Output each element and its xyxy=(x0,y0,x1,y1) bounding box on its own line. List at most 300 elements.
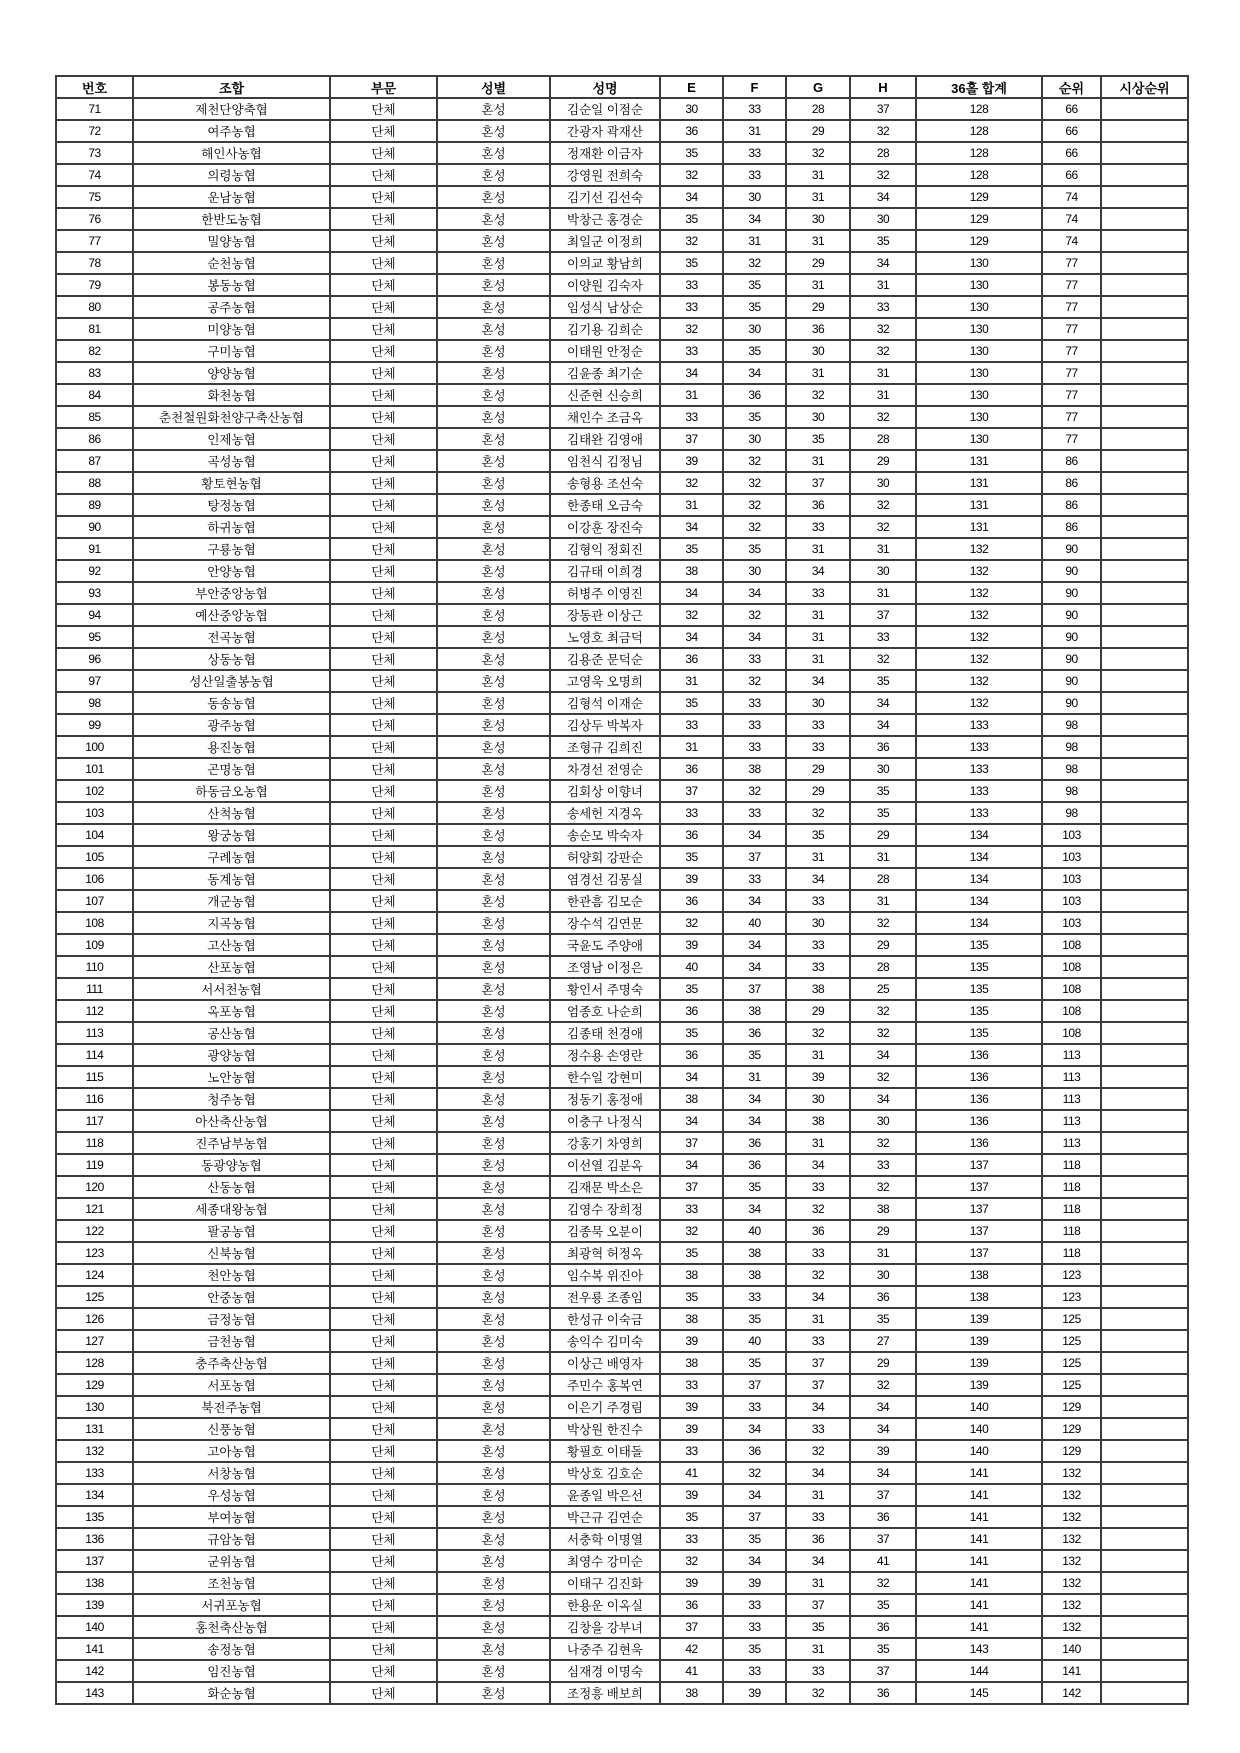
cell-e: 33 xyxy=(660,1440,723,1462)
cell-division: 단체 xyxy=(330,736,437,758)
cell-g: 29 xyxy=(786,296,850,318)
cell-e: 38 xyxy=(660,1682,723,1704)
cell-names: 임성식 남상순 xyxy=(550,296,660,318)
cell-gender: 혼성 xyxy=(437,406,550,428)
cell-no: 85 xyxy=(56,406,133,428)
cell-names: 임천식 김정님 xyxy=(550,450,660,472)
cell-g: 31 xyxy=(786,164,850,186)
table-row xyxy=(56,670,1188,692)
cell-association: 지곡농협 xyxy=(133,912,330,934)
cell-no: 136 xyxy=(56,1528,133,1550)
cell-division: 단체 xyxy=(330,670,437,692)
cell-rank: 77 xyxy=(1042,252,1101,274)
cell-award-rank xyxy=(1101,846,1188,868)
cell-rank: 98 xyxy=(1042,714,1101,736)
cell-association: 화순농협 xyxy=(133,1682,330,1704)
cell-g: 37 xyxy=(786,472,850,494)
cell-division: 단체 xyxy=(330,1352,437,1374)
cell-h: 29 xyxy=(850,1220,916,1242)
cell-no: 97 xyxy=(56,670,133,692)
table-row xyxy=(56,318,1188,340)
cell-e: 37 xyxy=(660,1132,723,1154)
cell-g: 29 xyxy=(786,252,850,274)
cell-association: 천안농협 xyxy=(133,1264,330,1286)
cell-no: 80 xyxy=(56,296,133,318)
cell-total-36h: 130 xyxy=(916,296,1042,318)
cell-total-36h: 141 xyxy=(916,1484,1042,1506)
cell-association: 부여농협 xyxy=(133,1506,330,1528)
cell-g: 31 xyxy=(786,186,850,208)
cell-no: 82 xyxy=(56,340,133,362)
cell-e: 33 xyxy=(660,1374,723,1396)
cell-association: 춘천철원화천양구축산농협 xyxy=(133,406,330,428)
table-row xyxy=(56,450,1188,472)
cell-names: 간광자 곽재산 xyxy=(550,120,660,142)
cell-f: 33 xyxy=(723,142,786,164)
cell-total-36h: 144 xyxy=(916,1660,1042,1682)
cell-award-rank xyxy=(1101,208,1188,230)
cell-association: 봉동농협 xyxy=(133,274,330,296)
table-row xyxy=(56,1308,1188,1330)
cell-names: 한관흠 김모순 xyxy=(550,890,660,912)
cell-total-36h: 137 xyxy=(916,1198,1042,1220)
table-row xyxy=(56,846,1188,868)
cell-gender: 혼성 xyxy=(437,1418,550,1440)
cell-f: 32 xyxy=(723,780,786,802)
cell-e: 33 xyxy=(660,340,723,362)
cell-division: 단체 xyxy=(330,142,437,164)
cell-rank: 132 xyxy=(1042,1572,1101,1594)
cell-g: 32 xyxy=(786,1682,850,1704)
table-row xyxy=(56,1616,1188,1638)
cell-no: 79 xyxy=(56,274,133,296)
cell-award-rank xyxy=(1101,428,1188,450)
table-row xyxy=(56,252,1188,274)
cell-rank: 132 xyxy=(1042,1616,1101,1638)
results-table xyxy=(55,75,1189,1705)
cell-rank: 113 xyxy=(1042,1110,1101,1132)
table-row xyxy=(56,384,1188,406)
cell-award-rank xyxy=(1101,824,1188,846)
cell-names: 한성규 이숙금 xyxy=(550,1308,660,1330)
cell-division: 단체 xyxy=(330,516,437,538)
table-row xyxy=(56,1440,1188,1462)
cell-names: 김종묵 오분이 xyxy=(550,1220,660,1242)
cell-total-36h: 136 xyxy=(916,1066,1042,1088)
cell-f: 32 xyxy=(723,252,786,274)
cell-g: 34 xyxy=(786,868,850,890)
cell-rank: 108 xyxy=(1042,1000,1101,1022)
cell-association: 의령농협 xyxy=(133,164,330,186)
cell-e: 33 xyxy=(660,406,723,428)
cell-no: 81 xyxy=(56,318,133,340)
cell-gender: 혼성 xyxy=(437,230,550,252)
cell-h: 35 xyxy=(850,1638,916,1660)
cell-rank: 132 xyxy=(1042,1550,1101,1572)
cell-names: 박상원 한진수 xyxy=(550,1418,660,1440)
cell-f: 35 xyxy=(723,1176,786,1198)
cell-association: 임진농협 xyxy=(133,1660,330,1682)
cell-division: 단체 xyxy=(330,472,437,494)
cell-division: 단체 xyxy=(330,890,437,912)
cell-f: 34 xyxy=(723,1484,786,1506)
cell-g: 33 xyxy=(786,516,850,538)
cell-award-rank xyxy=(1101,1396,1188,1418)
cell-g: 38 xyxy=(786,978,850,1000)
cell-e: 36 xyxy=(660,824,723,846)
cell-rank: 77 xyxy=(1042,296,1101,318)
table-row xyxy=(56,1572,1188,1594)
cell-no: 71 xyxy=(56,98,133,120)
cell-award-rank xyxy=(1101,736,1188,758)
cell-no: 108 xyxy=(56,912,133,934)
cell-gender: 혼성 xyxy=(437,450,550,472)
cell-no: 114 xyxy=(56,1044,133,1066)
table-row xyxy=(56,1022,1188,1044)
cell-f: 34 xyxy=(723,582,786,604)
cell-rank: 132 xyxy=(1042,1506,1101,1528)
cell-rank: 108 xyxy=(1042,956,1101,978)
cell-no: 118 xyxy=(56,1132,133,1154)
cell-association: 밀양농협 xyxy=(133,230,330,252)
cell-award-rank xyxy=(1101,1330,1188,1352)
cell-names: 채인수 조금옥 xyxy=(550,406,660,428)
cell-names: 한수일 강현미 xyxy=(550,1066,660,1088)
cell-f: 34 xyxy=(723,1110,786,1132)
cell-rank: 113 xyxy=(1042,1044,1101,1066)
cell-association: 조천농협 xyxy=(133,1572,330,1594)
cell-award-rank xyxy=(1101,1198,1188,1220)
cell-rank: 66 xyxy=(1042,142,1101,164)
cell-f: 40 xyxy=(723,1330,786,1352)
cell-no: 94 xyxy=(56,604,133,626)
cell-award-rank xyxy=(1101,1616,1188,1638)
cell-division: 단체 xyxy=(330,1572,437,1594)
cell-no: 73 xyxy=(56,142,133,164)
cell-rank: 118 xyxy=(1042,1154,1101,1176)
cell-total-36h: 129 xyxy=(916,186,1042,208)
cell-total-36h: 134 xyxy=(916,912,1042,934)
cell-e: 39 xyxy=(660,868,723,890)
table-row xyxy=(56,582,1188,604)
cell-rank: 113 xyxy=(1042,1066,1101,1088)
cell-association: 공산농협 xyxy=(133,1022,330,1044)
cell-g: 38 xyxy=(786,1110,850,1132)
cell-division: 단체 xyxy=(330,1616,437,1638)
cell-f: 36 xyxy=(723,1132,786,1154)
cell-no: 143 xyxy=(56,1682,133,1704)
cell-rank: 132 xyxy=(1042,1528,1101,1550)
cell-rank: 86 xyxy=(1042,472,1101,494)
cell-award-rank xyxy=(1101,384,1188,406)
cell-names: 김윤종 최기순 xyxy=(550,362,660,384)
table-body xyxy=(56,98,1188,1704)
table-row xyxy=(56,1462,1188,1484)
cell-h: 32 xyxy=(850,1374,916,1396)
cell-division: 단체 xyxy=(330,164,437,186)
cell-e: 33 xyxy=(660,1528,723,1550)
cell-no: 128 xyxy=(56,1352,133,1374)
cell-f: 34 xyxy=(723,1088,786,1110)
cell-association: 양양농협 xyxy=(133,362,330,384)
cell-gender: 혼성 xyxy=(437,934,550,956)
cell-division: 단체 xyxy=(330,1132,437,1154)
cell-total-36h: 129 xyxy=(916,208,1042,230)
cell-division: 단체 xyxy=(330,230,437,252)
cell-division: 단체 xyxy=(330,1110,437,1132)
cell-no: 121 xyxy=(56,1198,133,1220)
cell-rank: 77 xyxy=(1042,428,1101,450)
cell-rank: 98 xyxy=(1042,736,1101,758)
cell-f: 37 xyxy=(723,846,786,868)
cell-e: 31 xyxy=(660,670,723,692)
cell-rank: 113 xyxy=(1042,1132,1101,1154)
cell-division: 단체 xyxy=(330,406,437,428)
cell-f: 33 xyxy=(723,1396,786,1418)
cell-gender: 혼성 xyxy=(437,890,550,912)
cell-rank: 86 xyxy=(1042,516,1101,538)
cell-names: 허양회 강판순 xyxy=(550,846,660,868)
cell-g: 32 xyxy=(786,1198,850,1220)
cell-e: 35 xyxy=(660,208,723,230)
cell-g: 32 xyxy=(786,802,850,824)
cell-division: 단체 xyxy=(330,1374,437,1396)
table-row xyxy=(56,428,1188,450)
cell-gender: 혼성 xyxy=(437,318,550,340)
cell-award-rank xyxy=(1101,1660,1188,1682)
cell-association: 신북농협 xyxy=(133,1242,330,1264)
cell-f: 32 xyxy=(723,516,786,538)
cell-division: 단체 xyxy=(330,1220,437,1242)
cell-division: 단체 xyxy=(330,340,437,362)
cell-e: 32 xyxy=(660,164,723,186)
table-row xyxy=(56,1594,1188,1616)
cell-f: 34 xyxy=(723,362,786,384)
cell-gender: 혼성 xyxy=(437,736,550,758)
cell-association: 금정농협 xyxy=(133,1308,330,1330)
cell-g: 35 xyxy=(786,428,850,450)
cell-e: 34 xyxy=(660,516,723,538)
cell-award-rank xyxy=(1101,714,1188,736)
cell-total-36h: 137 xyxy=(916,1220,1042,1242)
cell-division: 단체 xyxy=(330,802,437,824)
cell-award-rank xyxy=(1101,538,1188,560)
cell-g: 33 xyxy=(786,1506,850,1528)
cell-gender: 혼성 xyxy=(437,1616,550,1638)
cell-award-rank xyxy=(1101,340,1188,362)
cell-division: 단체 xyxy=(330,1264,437,1286)
cell-rank: 74 xyxy=(1042,230,1101,252)
table-row xyxy=(56,758,1188,780)
cell-rank: 90 xyxy=(1042,692,1101,714)
cell-no: 77 xyxy=(56,230,133,252)
cell-award-rank xyxy=(1101,604,1188,626)
cell-no: 141 xyxy=(56,1638,133,1660)
cell-total-36h: 135 xyxy=(916,1022,1042,1044)
cell-rank: 108 xyxy=(1042,1022,1101,1044)
cell-h: 34 xyxy=(850,692,916,714)
cell-total-36h: 139 xyxy=(916,1352,1042,1374)
cell-h: 33 xyxy=(850,296,916,318)
cell-gender: 혼성 xyxy=(437,1440,550,1462)
cell-h: 32 xyxy=(850,340,916,362)
cell-h: 32 xyxy=(850,494,916,516)
cell-names: 정동기 홍정애 xyxy=(550,1088,660,1110)
cell-h: 32 xyxy=(850,1066,916,1088)
table-row xyxy=(56,406,1188,428)
table-row xyxy=(56,1418,1188,1440)
cell-names: 강홍기 차영희 xyxy=(550,1132,660,1154)
cell-no: 90 xyxy=(56,516,133,538)
cell-rank: 66 xyxy=(1042,98,1101,120)
table-row xyxy=(56,1660,1188,1682)
cell-rank: 103 xyxy=(1042,890,1101,912)
cell-names: 송익수 김미숙 xyxy=(550,1330,660,1352)
cell-e: 39 xyxy=(660,1396,723,1418)
cell-association: 개군농협 xyxy=(133,890,330,912)
cell-e: 34 xyxy=(660,1110,723,1132)
cell-division: 단체 xyxy=(330,934,437,956)
table-row xyxy=(56,780,1188,802)
cell-gender: 혼성 xyxy=(437,186,550,208)
cell-h: 36 xyxy=(850,1506,916,1528)
cell-no: 105 xyxy=(56,846,133,868)
cell-division: 단체 xyxy=(330,1594,437,1616)
cell-names: 윤종일 박은선 xyxy=(550,1484,660,1506)
cell-f: 30 xyxy=(723,428,786,450)
table-row xyxy=(56,934,1188,956)
cell-division: 단체 xyxy=(330,1154,437,1176)
cell-total-36h: 131 xyxy=(916,450,1042,472)
cell-award-rank xyxy=(1101,1352,1188,1374)
cell-association: 산포농협 xyxy=(133,956,330,978)
cell-association: 서서천농협 xyxy=(133,978,330,1000)
cell-total-36h: 141 xyxy=(916,1550,1042,1572)
cell-f: 31 xyxy=(723,1066,786,1088)
cell-e: 34 xyxy=(660,186,723,208)
cell-g: 32 xyxy=(786,1022,850,1044)
cell-g: 31 xyxy=(786,1044,850,1066)
cell-no: 102 xyxy=(56,780,133,802)
cell-h: 33 xyxy=(850,1154,916,1176)
cell-names: 송형용 조선숙 xyxy=(550,472,660,494)
cell-rank: 77 xyxy=(1042,318,1101,340)
cell-f: 35 xyxy=(723,340,786,362)
cell-g: 37 xyxy=(786,1374,850,1396)
cell-division: 단체 xyxy=(330,648,437,670)
cell-rank: 66 xyxy=(1042,120,1101,142)
cell-total-36h: 128 xyxy=(916,142,1042,164)
cell-g: 30 xyxy=(786,692,850,714)
cell-e: 32 xyxy=(660,1220,723,1242)
cell-gender: 혼성 xyxy=(437,648,550,670)
cell-e: 35 xyxy=(660,1286,723,1308)
table-row xyxy=(56,362,1188,384)
cell-total-36h: 132 xyxy=(916,648,1042,670)
cell-award-rank xyxy=(1101,1462,1188,1484)
cell-rank: 123 xyxy=(1042,1286,1101,1308)
cell-names: 나중주 김현욱 xyxy=(550,1638,660,1660)
cell-h: 35 xyxy=(850,780,916,802)
cell-award-rank xyxy=(1101,1440,1188,1462)
cell-rank: 118 xyxy=(1042,1198,1101,1220)
table-row xyxy=(56,1044,1188,1066)
cell-g: 31 xyxy=(786,648,850,670)
cell-h: 28 xyxy=(850,956,916,978)
table-row xyxy=(56,1132,1188,1154)
cell-gender: 혼성 xyxy=(437,956,550,978)
cell-e: 41 xyxy=(660,1660,723,1682)
cell-g: 31 xyxy=(786,1308,850,1330)
cell-f: 32 xyxy=(723,450,786,472)
cell-rank: 98 xyxy=(1042,780,1101,802)
cell-no: 86 xyxy=(56,428,133,450)
cell-rank: 90 xyxy=(1042,670,1101,692)
cell-g: 34 xyxy=(786,1396,850,1418)
cell-total-36h: 130 xyxy=(916,252,1042,274)
cell-e: 32 xyxy=(660,1550,723,1572)
cell-g: 34 xyxy=(786,1462,850,1484)
cell-award-rank xyxy=(1101,142,1188,164)
cell-award-rank xyxy=(1101,1264,1188,1286)
cell-e: 35 xyxy=(660,1242,723,1264)
cell-e: 33 xyxy=(660,714,723,736)
cell-no: 112 xyxy=(56,1000,133,1022)
cell-f: 34 xyxy=(723,934,786,956)
cell-names: 김형석 이재순 xyxy=(550,692,660,714)
cell-no: 140 xyxy=(56,1616,133,1638)
cell-award-rank xyxy=(1101,1088,1188,1110)
cell-e: 33 xyxy=(660,296,723,318)
cell-association: 예산중앙농협 xyxy=(133,604,330,626)
cell-f: 39 xyxy=(723,1572,786,1594)
cell-gender: 혼성 xyxy=(437,1462,550,1484)
cell-gender: 혼성 xyxy=(437,868,550,890)
cell-g: 33 xyxy=(786,890,850,912)
cell-e: 35 xyxy=(660,1022,723,1044)
cell-names: 김기선 김선숙 xyxy=(550,186,660,208)
cell-division: 단체 xyxy=(330,956,437,978)
cell-g: 32 xyxy=(786,1440,850,1462)
cell-rank: 77 xyxy=(1042,362,1101,384)
cell-no: 103 xyxy=(56,802,133,824)
cell-gender: 혼성 xyxy=(437,296,550,318)
cell-g: 31 xyxy=(786,626,850,648)
column-header-10: 36홀 합계 xyxy=(916,76,1042,98)
cell-total-36h: 132 xyxy=(916,692,1042,714)
cell-association: 구미농협 xyxy=(133,340,330,362)
cell-gender: 혼성 xyxy=(437,846,550,868)
cell-total-36h: 139 xyxy=(916,1308,1042,1330)
table-row xyxy=(56,230,1188,252)
cell-names: 이상근 배영자 xyxy=(550,1352,660,1374)
header-row xyxy=(56,76,1188,98)
cell-no: 134 xyxy=(56,1484,133,1506)
cell-e: 35 xyxy=(660,1506,723,1528)
cell-gender: 혼성 xyxy=(437,98,550,120)
cell-no: 72 xyxy=(56,120,133,142)
cell-gender: 혼성 xyxy=(437,582,550,604)
cell-rank: 125 xyxy=(1042,1374,1101,1396)
table-row xyxy=(56,956,1188,978)
cell-association: 우성농협 xyxy=(133,1484,330,1506)
cell-gender: 혼성 xyxy=(437,340,550,362)
cell-g: 33 xyxy=(786,956,850,978)
cell-e: 35 xyxy=(660,252,723,274)
cell-e: 33 xyxy=(660,802,723,824)
cell-gender: 혼성 xyxy=(437,670,550,692)
cell-e: 36 xyxy=(660,648,723,670)
